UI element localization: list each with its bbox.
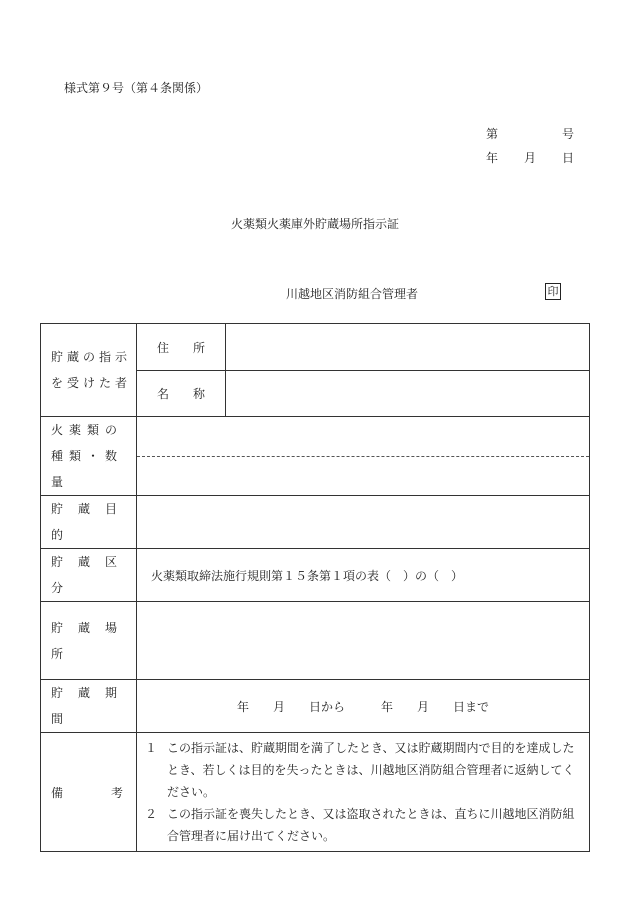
category-value: 火薬類取締法施行規則第１５条第１項の表（ ）の（ ） xyxy=(137,549,590,602)
remark-item xyxy=(145,737,585,803)
remark-number: １ xyxy=(145,741,158,755)
place-label: 貯蔵場所 xyxy=(41,602,137,680)
period-label: 貯蔵期間 xyxy=(41,680,137,733)
purpose-label: 貯蔵目的 xyxy=(41,496,137,549)
remark-text: この指示証を喪失したとき、又は盗取されたときは、直ちに川越地区消防組合管理者に届け出てください。 xyxy=(167,807,575,843)
address-value xyxy=(226,324,590,371)
number-suffix: 号 xyxy=(561,127,574,141)
remark-text: この指示証は、貯蔵期間を満了したとき、又は貯蔵期間内で目的を達成したとき、若しくは目的を失ったときは、川越地区消防組合管理者に返納してください。 xyxy=(167,741,575,799)
remarks-label: 備 考 xyxy=(41,733,137,852)
kind-quantity-label: 火薬類の種類・数量 xyxy=(41,417,137,496)
recipient-label: 貯蔵の指示を受けた者 xyxy=(41,324,137,417)
form-number: 様式第９号（第４条関係） xyxy=(64,81,209,95)
issue-date-line xyxy=(486,149,574,166)
name-value xyxy=(226,371,590,417)
category-label: 貯蔵区分 xyxy=(41,549,137,602)
kind-value-upper xyxy=(137,423,589,457)
document-title: 火薬類火薬庫外貯蔵場所指示証 xyxy=(230,217,399,231)
seal-mark: 印 xyxy=(545,283,561,300)
period-value: 年 月 日から 年 月 日まで xyxy=(137,680,590,733)
issuer-name: 川越地区消防組合管理者 xyxy=(286,287,419,301)
name-label: 名 称 xyxy=(137,371,226,417)
number-prefix: 第 xyxy=(486,127,499,141)
certificate-table xyxy=(40,323,590,852)
date-day: 日 xyxy=(561,151,574,165)
date-year: 年 xyxy=(486,151,499,165)
purpose-value xyxy=(137,496,590,549)
kind-value-lower xyxy=(137,457,589,490)
address-label: 住 所 xyxy=(137,324,226,371)
remark-item xyxy=(145,803,585,847)
place-value xyxy=(137,602,590,680)
remarks-content xyxy=(137,733,590,852)
document-number-line xyxy=(486,125,574,142)
kind-quantity-value xyxy=(137,417,590,496)
remark-number: ２ xyxy=(145,807,158,821)
date-month: 月 xyxy=(523,151,536,165)
